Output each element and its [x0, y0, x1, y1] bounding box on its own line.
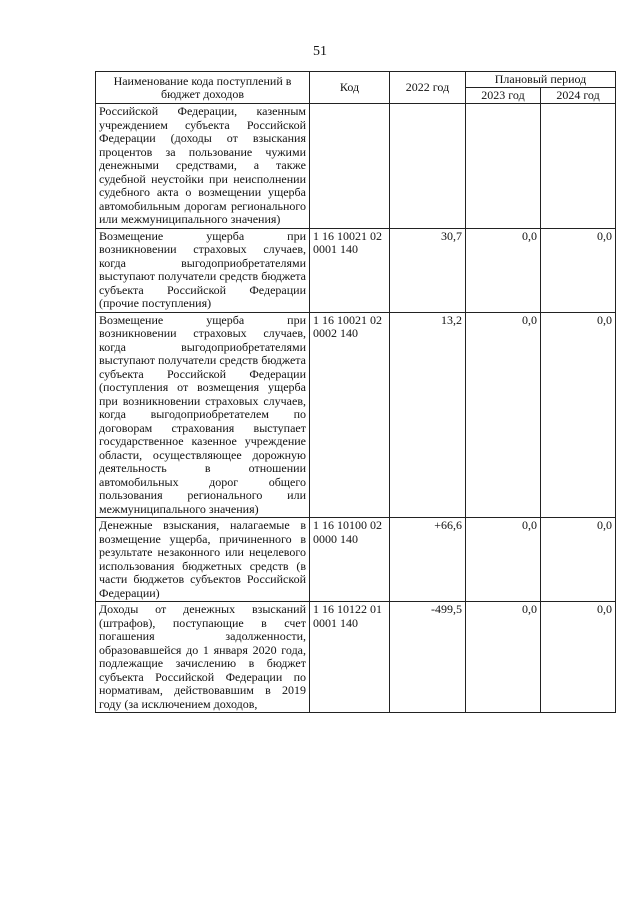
- table-row: [96, 228, 616, 312]
- row-code: 1 16 10100 02 0000 140: [310, 518, 390, 602]
- row-2022: 13,2: [390, 312, 466, 518]
- revenue-table: [95, 71, 616, 713]
- row-2022: [390, 104, 466, 229]
- row-name: Возмещение ущерба при возникновении страховых случаев, когда выгодоприобретателями выступают получатели средств бюджета субъекта Российской Федерации (прочие поступления): [96, 228, 310, 312]
- row-2024: 0,0: [541, 312, 616, 518]
- page-number: 51: [313, 44, 327, 59]
- row-2023: 0,0: [466, 518, 541, 602]
- table-header-row: [96, 72, 616, 88]
- row-2022: -499,5: [390, 602, 466, 713]
- row-code: [310, 104, 390, 229]
- table-row: [96, 104, 616, 229]
- row-2022: +66,6: [390, 518, 466, 602]
- row-2024: 0,0: [541, 518, 616, 602]
- row-name: Доходы от денежных взысканий (штрафов), поступающие в счет погашения задолженности, образовавшейся до 1 января 2020 года, подлежащие зачислению в бюджет субъекта Российской Федерации по нормативам, действовавшим в 2019 году (за исключением доходов,: [96, 602, 310, 713]
- row-2023: [466, 104, 541, 229]
- row-code: 1 16 10021 02 0002 140: [310, 312, 390, 518]
- row-2023: 0,0: [466, 602, 541, 713]
- row-2023: 0,0: [466, 228, 541, 312]
- header-2024: 2024 год: [541, 88, 616, 104]
- row-name: Денежные взыскания, налагаемые в возмещение ущерба, причиненного в результате незаконного или нецелевого использования бюджетных средств (в части бюджетов субъектов Российской Федерации): [96, 518, 310, 602]
- table-row: [96, 602, 616, 713]
- header-code: Код: [310, 72, 390, 104]
- row-name: Возмещение ущерба при возникновении страховых случаев, когда выгодоприобретателями выступают получатели средств бюджета субъекта Российской Федерации (поступления от возмещения ущерба при возникновении страховых случаев, когда выгодоприобретателем по договорам страхования выступает государственное казенное учреждение области, осуществляющее дорожную деятельность в отношении автомобильных дорог общего пользования регионального или межмуниципального значения): [96, 312, 310, 518]
- row-code: 1 16 10021 02 0001 140: [310, 228, 390, 312]
- row-2023: 0,0: [466, 312, 541, 518]
- row-code: 1 16 10122 01 0001 140: [310, 602, 390, 713]
- header-2022: 2022 год: [390, 72, 466, 104]
- header-name: Наименование кода поступлений в бюджет доходов: [96, 72, 310, 104]
- row-name: Российской Федерации, казенным учреждением субъекта Российской Федерации (доходы от взыскания процентов за пользование чужими денежными средствами, а также судебной неустойки при неисполнении судебного акта о возмещении ущерба автомобильным дорогам регионального или межмуниципального значения): [96, 104, 310, 229]
- row-2024: 0,0: [541, 602, 616, 713]
- row-2024: 0,0: [541, 228, 616, 312]
- row-2022: 30,7: [390, 228, 466, 312]
- table-row: [96, 312, 616, 518]
- row-2024: [541, 104, 616, 229]
- table-row: [96, 518, 616, 602]
- header-2023: 2023 год: [466, 88, 541, 104]
- header-plan-period: Плановый период: [466, 72, 616, 88]
